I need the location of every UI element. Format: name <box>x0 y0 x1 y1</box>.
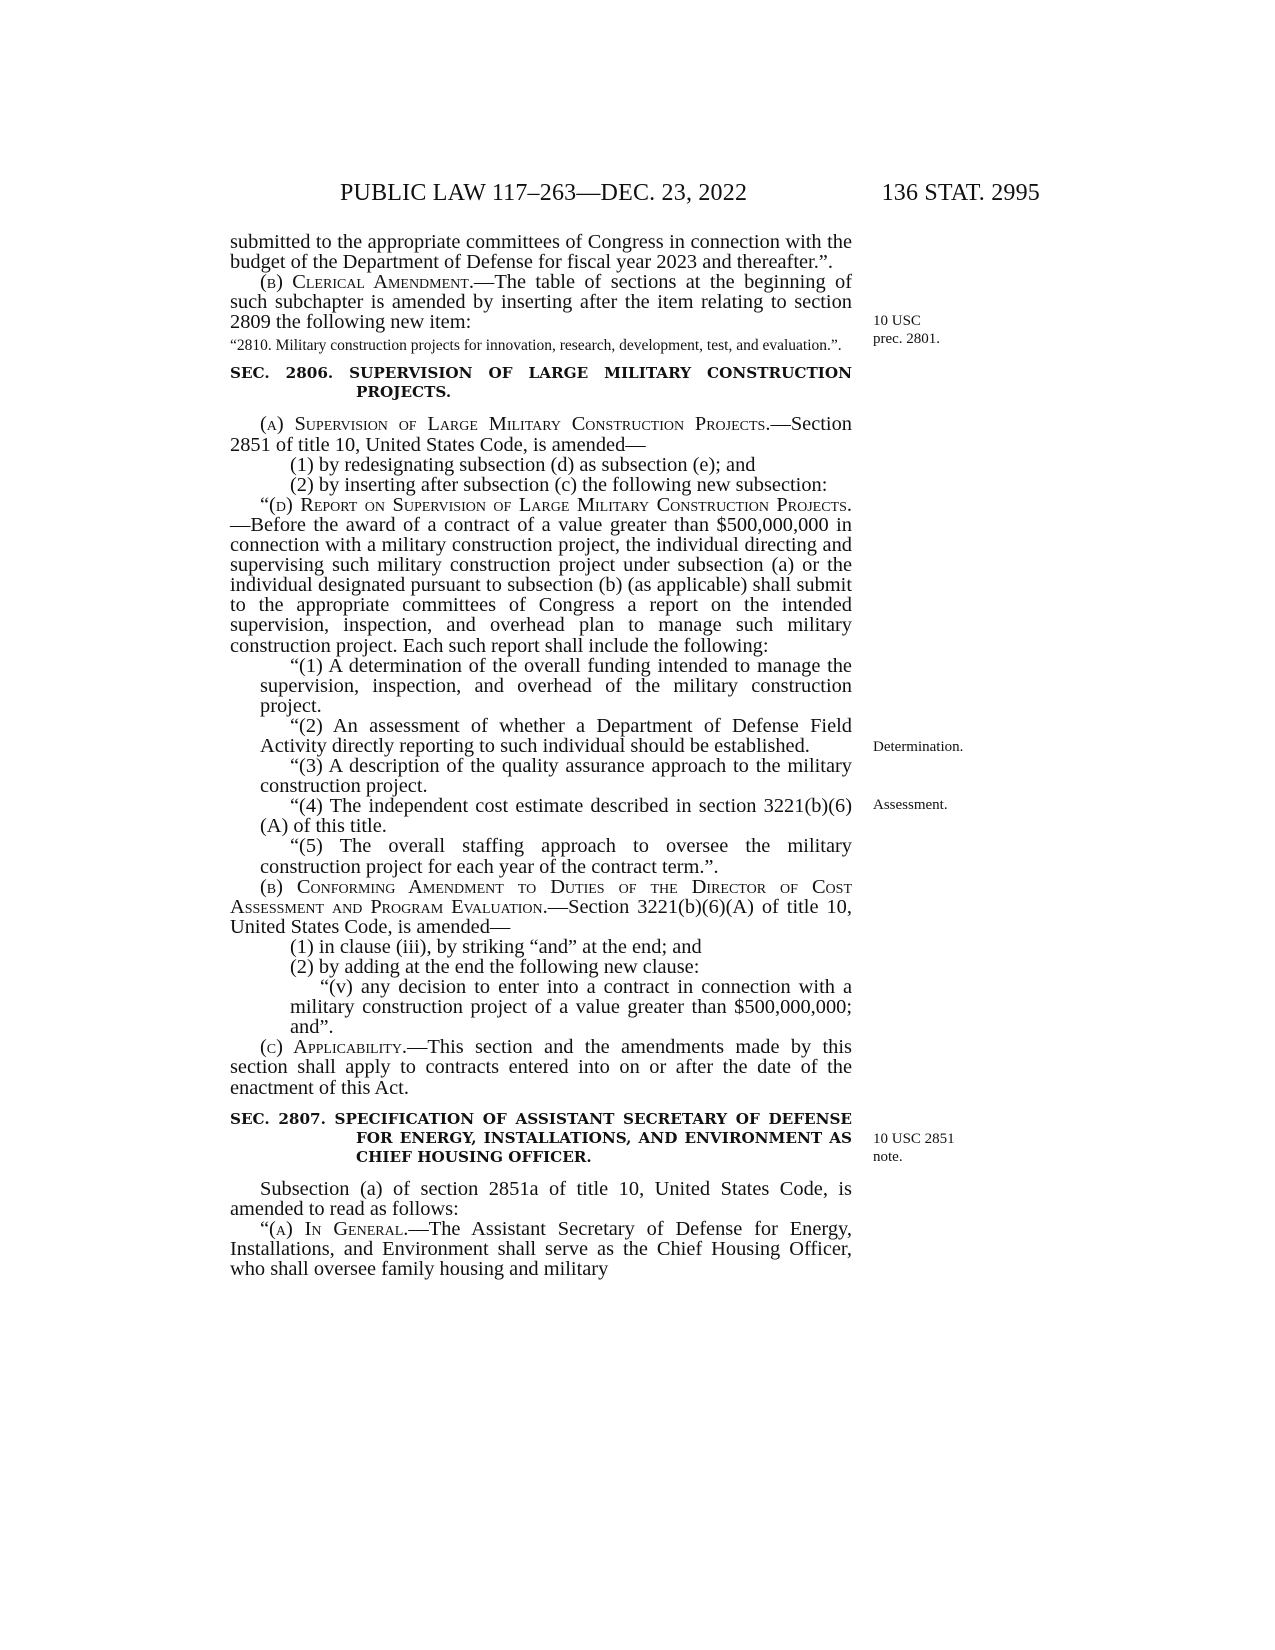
subsection-heading: (a) Supervision of Large Military Construction Projects. <box>260 413 771 436</box>
table-of-sections-item: “2810. Military construction projects for innovation, research, development, test, and evaluation.”. <box>230 337 842 355</box>
subsection-heading: (b) Clerical Amendment. <box>260 271 474 294</box>
list-item: “(3) A description of the quality assurance approach to the military construction project. <box>260 755 852 798</box>
paragraph-subsection-a: Subsection (a) of section 2851a of title 10, United States Code, is amended to read as follows: <box>230 1177 852 1220</box>
list-item: (2) by inserting after subsection (c) the following new subsection: <box>290 473 828 496</box>
subsection-text: —The Assistant Secretary of Defense for Energy, Installations, and Environment shall serve as the Chief Housing Officer, who shall oversee family housing and military <box>230 1217 853 1281</box>
paragraph-clerical-amendment <box>230 272 852 332</box>
subsection-heading: (b) Conforming Amendment to Duties of the Director of Cost Assessment and Program Evaluation. <box>230 875 852 918</box>
subsection-text: —Section 2851 of title 10, United States Code, is amended— <box>230 413 852 456</box>
list-item: (1) by redesignating subsection (d) as subsection (e); and <box>290 453 756 476</box>
list-item: “(2) An assessment of whether a Department of Defense Field Activity directly reporting to such individual should be established. <box>260 714 852 757</box>
margin-note-usc-2851: 10 USC 2851 note. <box>873 1131 955 1165</box>
page-header <box>220 180 1040 210</box>
subsection-heading: (c) Applicability. <box>260 1036 408 1059</box>
paragraph-continued: submitted to the appropriate committees of Congress in connection with the budget of the Department of Defense for fiscal year 2023 and thereafter.”. <box>230 231 852 274</box>
paragraph-supervision <box>230 414 852 454</box>
paragraph-in-general <box>230 1219 852 1279</box>
paragraph-conforming-amendment <box>230 877 852 937</box>
subsection-text: —The table of sections at the beginning of such subchapter is amended by inserting after the item relating to section 2809 the following new item: <box>230 271 852 334</box>
subsection-heading: “(d) Report on Supervision of Large Military Construction Projects. <box>260 493 852 516</box>
clause-item: “(v) any decision to enter into a contract in connection with a military construction project of a value greater than $500,000,000; and”. <box>290 976 852 1039</box>
public-law-citation: PUBLIC LAW 117–263—DEC. 23, 2022 <box>340 180 748 206</box>
subsection-text: —Section 3221(b)(6)(A) of title 10, United States Code, is amended— <box>230 895 852 938</box>
section-heading-2806: SEC. 2806. SUPERVISION OF LARGE MILITARY CONSTRUCTION PROJECTS. <box>230 364 852 402</box>
list-item: (2) by adding at the end the following new clause: <box>290 956 700 978</box>
statute-page-number: 136 STAT. 2995 <box>881 180 1040 206</box>
margin-note-determination: Determination. <box>873 739 964 755</box>
list-item: (1) in clause (iii), by striking “and” at the end; and <box>290 935 702 958</box>
list-item: “(1) A determination of the overall funding intended to manage the supervision, inspection, and overhead of the military construction project. <box>260 654 852 717</box>
subsection-text: —This section and the amendments made by this section shall apply to contracts entered into on or after the date of the enactment of this Act. <box>230 1036 852 1099</box>
subsection-heading: “(a) In General. <box>260 1217 409 1240</box>
paragraph-report <box>230 495 852 656</box>
subsection-text: —Before the award of a contract of a value greater than $500,000,000 in connection with a military construction project, the individual directing and supervising such military construction project under subsection (a) or the individual designated pursuant to subsection (b) (as applicable) shall submit to the appropriate committees of Congress a report on the intended supervision, inspection, and overhead plan to manage such military construction project. Each such report shall include the following: <box>230 513 852 657</box>
list-item: “(4) The independent cost estimate described in section 3221(b)(6)(A) of this title. <box>260 795 852 838</box>
margin-note-usc-prec: 10 USC prec. 2801. <box>873 313 941 347</box>
document-body <box>230 232 852 1279</box>
section-heading-2807: SEC. 2807. SPECIFICATION OF ASSISTANT SECRETARY OF DEFENSE FOR ENERGY, INSTALLATIONS, AND ENVIRONMENT AS CHIEF HOUSING OFFICER. <box>230 1109 852 1166</box>
paragraph-applicability <box>230 1037 852 1097</box>
list-item: “(5) The overall staffing approach to oversee the military construction project for each year of the contract term.”. <box>260 835 852 878</box>
margin-note-assessment: Assessment. <box>873 797 948 813</box>
